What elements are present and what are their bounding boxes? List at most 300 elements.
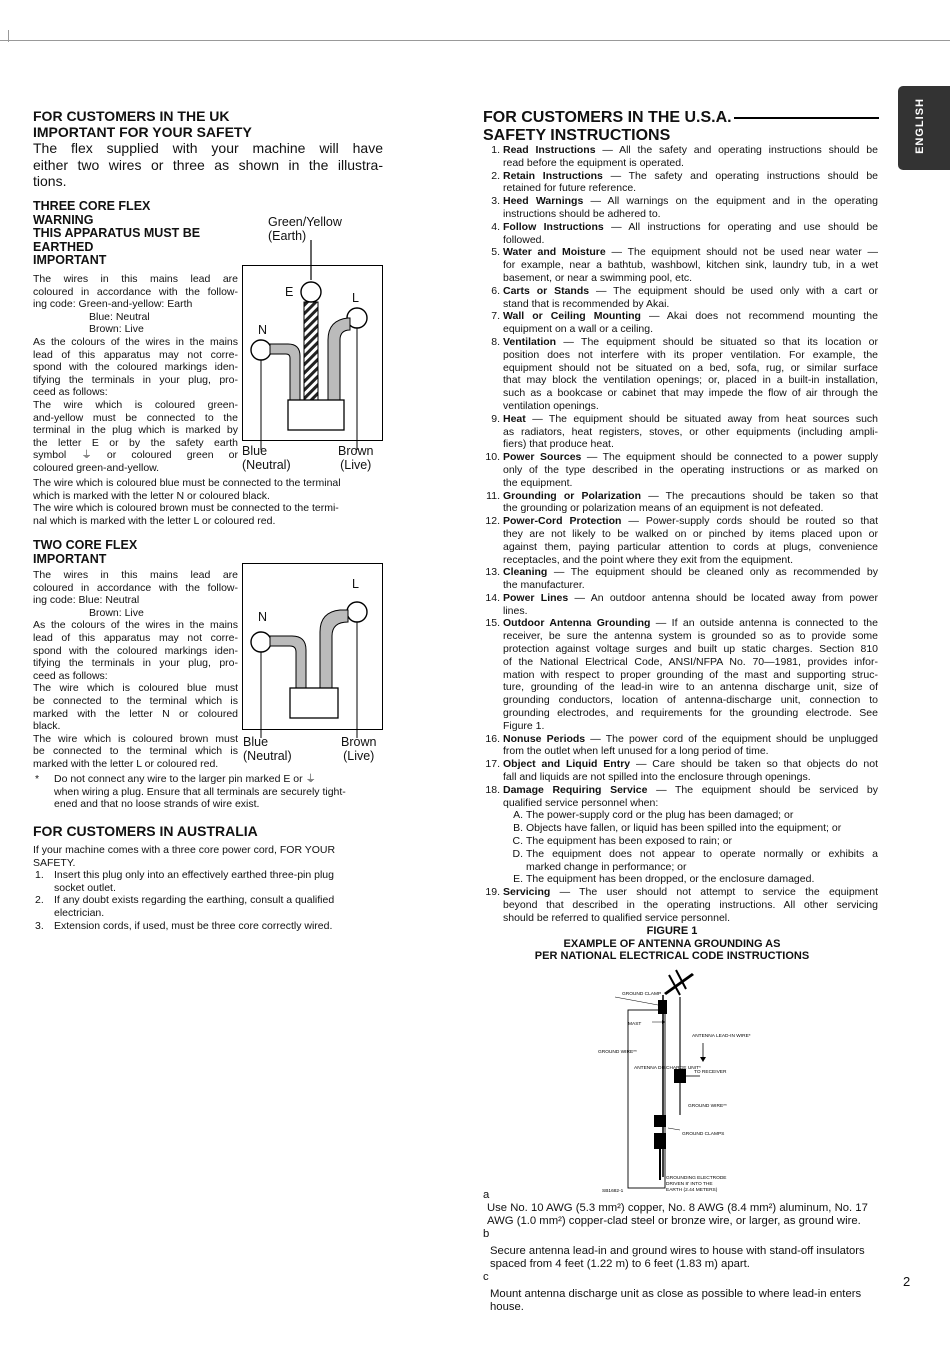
- brown-wire-label-2: [341, 736, 376, 763]
- list-item: [33, 920, 378, 933]
- list-item: [483, 310, 878, 336]
- text-line: receptacles, and the point where they exit from the equipment.: [503, 553, 794, 566]
- antenna-grounding-diagram: [590, 965, 780, 1200]
- list-item: [483, 490, 878, 516]
- item-text: — The user should not attempt to service the equipment: [559, 886, 878, 899]
- list-item: [483, 848, 878, 874]
- text-line: The wire which is coloured brown must be connected to the termi-: [33, 502, 339, 515]
- uk-intro: [33, 140, 383, 190]
- note-asterisk: *: [35, 773, 40, 785]
- text-line: which is marked with the letter N or coloured black.: [33, 489, 270, 502]
- text-line: position does not interfere with its proper ventilation. For example, the: [503, 348, 878, 361]
- list-item: [483, 822, 878, 835]
- neutral-label: (Neutral): [242, 457, 291, 472]
- text-line: ened and that no loose strands of wire exist.: [54, 798, 260, 811]
- item-text: — The equipment should be situated so that its location or: [563, 335, 878, 348]
- terminal-l-label-2: L: [352, 577, 359, 591]
- neutral-terminal: [251, 340, 271, 360]
- item-heading: Damage Requiring Service: [503, 783, 648, 796]
- item-heading: Nonuse Periods: [503, 732, 586, 745]
- item-heading: Heat: [503, 412, 526, 425]
- text-line: marked with the letter N or coloured: [33, 707, 238, 720]
- item-number: C.: [512, 835, 523, 848]
- antenna-lead-label: ANTENNA LEAD-IN WIRE*: [692, 1034, 751, 1039]
- item-number: 16.: [485, 732, 500, 745]
- item-heading: Power Lines: [503, 591, 569, 604]
- electrode-label: GROUNDING ELECTRODE: [666, 1176, 727, 1181]
- note-key: b: [483, 1228, 490, 1240]
- item-heading: Carts or Stands: [503, 284, 590, 297]
- header-rule: [0, 40, 950, 41]
- text-line: equipment should not be situated on a bed, sofa, rug, or similar surface: [503, 361, 878, 374]
- text-line: Use No. 10 AWG (5.3 mm²) copper, No. 8 AWG (8.4 mm²) aluminum, No. 17: [487, 1202, 868, 1214]
- neutral-wire: [270, 636, 306, 688]
- blue-wire-label-2: [243, 736, 292, 763]
- text-line: Do not connect any wire to the larger pin marked E or ⏚: [54, 773, 317, 785]
- item-heading: Retain Instructions: [503, 169, 603, 182]
- item-number: D.: [512, 847, 523, 860]
- text-line: from the outlet when left unused for a long period of time.: [503, 745, 769, 758]
- discharge-unit-label: ANTENNA DISCHARGE UNIT*: [634, 1066, 701, 1071]
- text-line: Extension cords, if used, must be three core correctly wired.: [54, 919, 333, 932]
- text-line: mation with respect to proper grounding of the mast and supporting struc-: [503, 668, 878, 681]
- text-line: [503, 886, 878, 899]
- ground-clamps-label: GROUND CLAMPS: [682, 1132, 725, 1137]
- figure-notes: [483, 1189, 883, 1314]
- title-rule: [734, 117, 879, 119]
- ground-clamp: [654, 1133, 666, 1149]
- text-line: [503, 566, 878, 579]
- live-terminal: [347, 602, 367, 622]
- to-receiver-label: TO RECEIVER: [694, 1070, 727, 1075]
- text-line: The wire which is coloured blue must be connected to the terminal: [33, 477, 341, 489]
- text-line: [503, 617, 878, 630]
- earth-wire: [304, 302, 318, 400]
- list-item: [483, 784, 878, 810]
- usa-header: [483, 109, 883, 145]
- ground-wire-label-2: GROUND WIRE**: [688, 1104, 727, 1109]
- terminal-n-label: N: [258, 323, 268, 337]
- blue-label: Blue: [243, 735, 269, 749]
- item-heading: Object and Liquid Entry: [503, 758, 631, 771]
- important-label-2: IMPORTANT: [33, 551, 107, 566]
- item-heading: Grounding or Polarization: [503, 489, 642, 502]
- terminal-e-label: E: [285, 285, 294, 299]
- text-line: Insert this plug only into an effectively earthed three-pin plug: [54, 869, 334, 882]
- green-yellow-label: Green/Yellow: [268, 215, 342, 229]
- text-line: for example, near a bathtub, washbowl, kitchen sink, laundry tub, in a wet: [503, 259, 878, 272]
- brown-label: Brown: [338, 444, 374, 458]
- text-line: against them, paying particular attention to cords at plugs, convenience: [503, 540, 878, 553]
- list-item: [483, 592, 878, 618]
- text-line: coloured in accordance with the follow-: [33, 285, 238, 298]
- uk-intro-line: The flex supplied with your machine will have: [33, 140, 383, 156]
- two-core-headings: [33, 539, 233, 566]
- note-b: [483, 1228, 883, 1271]
- text-line: lead of this apparatus may not corre-: [33, 348, 238, 361]
- text-line: tifying the terminals in your plug, pro-: [33, 657, 238, 670]
- text-line: The wire which is coloured brown must: [33, 732, 238, 745]
- item-number: 19.: [485, 886, 500, 899]
- list-item: [483, 451, 878, 489]
- text-line: spond with the coloured markings iden-: [33, 361, 238, 374]
- item-text: — An outdoor antenna should be located away from power: [574, 591, 878, 604]
- text-line: [503, 758, 878, 771]
- item-text: — The equipment should not be used near water —: [611, 246, 878, 259]
- item-text: — All warnings on the equipment and in the operating: [590, 195, 878, 208]
- text-line: stand that is recommended by Akai.: [503, 297, 670, 310]
- brown-wire-label: [338, 445, 373, 472]
- discharge-unit: [674, 1069, 686, 1083]
- item-text: — The precautions should be taken so that: [648, 489, 879, 502]
- text-line: fall and liquids are not spilled into the enclosure through openings.: [503, 771, 811, 784]
- text-line: lead of this apparatus may not corre-: [33, 631, 238, 644]
- text-line: [503, 733, 878, 746]
- text-line: ture, grounding of the lead-in wire to an antenna discharge unit, size of: [503, 681, 878, 694]
- text-line: the manufacturer.: [503, 579, 585, 592]
- text-line: [503, 336, 878, 349]
- warning-label: WARNING: [33, 212, 94, 227]
- item-number: 3.: [35, 919, 44, 932]
- item-number: 2.: [35, 894, 44, 907]
- text-line: [503, 784, 878, 797]
- uk-subtitle: IMPORTANT FOR YOUR SAFETY: [33, 124, 252, 140]
- language-tab: [898, 86, 950, 170]
- text-line: socket outlet.: [54, 881, 116, 894]
- text-line: Objects have fallen, or liquid has been spilled into the equipment; or: [526, 822, 842, 835]
- item-heading: Follow Instructions: [503, 220, 604, 233]
- item-number: 12.: [485, 515, 500, 528]
- page-number: 2: [903, 1274, 911, 1289]
- item-number: 1.: [35, 869, 44, 882]
- item-heading: Ventilation: [503, 335, 557, 348]
- list-item: [483, 144, 878, 170]
- item-text: — If an outside antenna is connected to the: [655, 617, 878, 630]
- neutral-wire: [270, 344, 300, 400]
- list-item: [483, 336, 878, 413]
- live-wire: [320, 610, 348, 688]
- ground-clamp: [654, 1115, 666, 1127]
- australia-title: FOR CUSTOMERS IN AUSTRALIA: [33, 823, 258, 839]
- text-line: retained for future reference.: [503, 182, 637, 195]
- item-text: — The equipment should be situated away from heat sources such: [532, 412, 879, 425]
- text-line: The wire which is coloured blue must: [33, 682, 238, 695]
- text-line: As the colours of the wires in the mains: [33, 619, 238, 632]
- text-line: [503, 170, 878, 183]
- list-item: [483, 886, 878, 924]
- ground-wire-label: GROUND WIRE**: [598, 1050, 637, 1055]
- item-heading: Heed Warnings: [503, 195, 584, 208]
- text-line: Mount antenna discharge unit as close as possible to where lead-in enters: [490, 1288, 862, 1300]
- text-line: Brown: Live: [89, 606, 144, 619]
- text-line: The wires in this mains lead are: [33, 569, 238, 581]
- usa-instructions-list: [483, 144, 878, 925]
- item-text: — The equipment should be connected to a power supply: [586, 451, 878, 464]
- brown-label: Brown: [341, 735, 377, 749]
- item-heading: Power-Cord Protection: [503, 515, 622, 528]
- list-item: [483, 413, 878, 451]
- item-heading: Read Instructions: [503, 144, 596, 156]
- ground-clamp-label: GROUND CLAMP: [622, 992, 662, 997]
- text-line: the grounding or polarization means of an equipment is not defeated.: [503, 502, 824, 515]
- list-item: [483, 835, 878, 848]
- text-line: grounding conductors, location of antenna-discharge unit, connection to: [503, 694, 878, 707]
- neutral-label: (Neutral): [243, 748, 292, 763]
- text-line: spond with the coloured markings iden-: [33, 644, 238, 657]
- text-line: symbol ⏚ or coloured green or: [33, 449, 238, 462]
- electrode-label-3: EARTH (2.44 METERS): [666, 1188, 718, 1193]
- figure-title: EXAMPLE OF ANTENNA GROUNDING AS: [563, 937, 781, 950]
- note-key: a: [483, 1189, 490, 1201]
- text-line: ceed as follows:: [33, 386, 108, 399]
- neutral-terminal: [251, 632, 271, 652]
- blue-wire-label: [242, 445, 291, 472]
- text-line: Secure antenna lead-in and ground wires to house with stand-off insulators: [490, 1245, 865, 1257]
- note-key: c: [483, 1271, 489, 1283]
- three-core-headings: [33, 200, 273, 268]
- text-line: The equipment does not appear to operate normally or exhibits a: [526, 847, 878, 860]
- list-item: [483, 809, 878, 822]
- text-line: coloured green-and-yellow.: [33, 461, 160, 474]
- item-number: 1.: [491, 144, 500, 156]
- item-number: 3.: [491, 195, 500, 208]
- live-label: (Live): [343, 748, 375, 763]
- item-number: 9.: [491, 412, 500, 425]
- earth-wire-label: [268, 216, 342, 243]
- wiring-note: [33, 773, 378, 811]
- text-line: when wiring a plug. Ensure that all terminals are securely tight-: [54, 785, 346, 798]
- item-heading: Outdoor Antenna Grounding: [503, 617, 651, 630]
- list-item: [483, 285, 878, 311]
- text-line: [503, 285, 878, 298]
- list-item: [483, 246, 878, 284]
- cable-sheath: [290, 688, 338, 718]
- text-line: protection against voltage surges and built up static charges. Section 810: [503, 643, 878, 656]
- item-number: 6.: [491, 284, 500, 297]
- text-line: ing code: Green-and-yellow: Earth: [33, 298, 193, 311]
- item-text: — All the safety and operating instructions should be: [602, 144, 878, 156]
- item-number: B.: [513, 822, 523, 835]
- text-line: AWG (1.0 mm²) copper-clad steel or bronze wire, or larger, as ground wire.: [487, 1215, 861, 1227]
- text-line: electrician.: [54, 906, 105, 919]
- two-core-text: [33, 569, 238, 771]
- list-item: [483, 733, 878, 759]
- three-core-full-text: [33, 477, 373, 527]
- text-line: ceed as follows:: [33, 669, 108, 682]
- text-line: As the colours of the wires in the mains: [33, 335, 238, 348]
- text-line: be connected to the terminal which is: [33, 745, 238, 758]
- earth-label: (Earth): [268, 228, 307, 243]
- item-heading: Power Sources: [503, 451, 582, 464]
- item-text: — Power-supply cords should be routed so that: [628, 515, 879, 528]
- text-line: The wires in this mains lead are: [33, 273, 238, 285]
- text-line: tifying the terminals in your plug, pro-: [33, 373, 238, 386]
- text-line: lines.: [503, 604, 528, 617]
- item-number: 14.: [485, 591, 500, 604]
- text-line: ing code: Blue: Neutral: [33, 594, 140, 607]
- text-line: the letter E or by the safety earth: [33, 436, 238, 449]
- text-line: [503, 490, 878, 503]
- text-line: Brown: Live: [89, 323, 144, 336]
- figure-caption: [483, 925, 861, 963]
- figure-title-2: PER NATIONAL ELECTRICAL CODE INSTRUCTIONS: [534, 950, 810, 962]
- australia-section: [33, 823, 378, 932]
- item-number: 13.: [485, 566, 500, 579]
- usa-title: [483, 109, 883, 127]
- text-line: spaced from 4 feet (1.22 m) to 6 feet (1.83 m) apart.: [490, 1258, 750, 1270]
- item-text: — The equipment should be used only with a cart or: [595, 284, 879, 297]
- earth-terminal: [301, 282, 321, 302]
- terminal-n-label-2: N: [258, 610, 268, 624]
- item-number: 5.: [491, 246, 500, 259]
- item-text: — The power cord of the equipment should be unplugged: [590, 732, 878, 745]
- text-line: followed.: [503, 233, 545, 246]
- text-line: equipment on a wall or a ceiling.: [503, 323, 654, 336]
- two-core-wiring-svg: [240, 560, 390, 740]
- text-line: [503, 144, 878, 157]
- text-line: marked change in performance; or: [526, 860, 687, 873]
- item-number: 7.: [491, 310, 500, 323]
- list-item: [483, 617, 878, 732]
- blue-label: Blue: [242, 444, 268, 458]
- text-line: SAFETY.: [33, 856, 76, 869]
- text-line: coloured in accordance with the follow-: [33, 581, 238, 594]
- item-text: — The equipment should be serviced by: [656, 783, 879, 796]
- terminal-l-label: L: [352, 291, 359, 305]
- earthed-warning-2: EARTHED: [33, 239, 94, 254]
- figure-code: SB1682-1: [602, 1189, 624, 1194]
- item-heading: Wall or Ceiling Mounting: [503, 310, 641, 323]
- list-item: [483, 515, 878, 566]
- item-number: 11.: [486, 489, 500, 502]
- item-number: 2.: [491, 169, 500, 182]
- text-line: house.: [490, 1301, 524, 1313]
- text-line: be connected to the terminal which is: [33, 694, 238, 707]
- safety-instructions-title: SAFETY INSTRUCTIONS: [483, 127, 671, 144]
- item-number: 17.: [485, 758, 500, 771]
- list-item: [483, 195, 878, 221]
- text-line: read before the equipment is operated.: [503, 156, 684, 169]
- text-line: [503, 195, 878, 208]
- item-number: A.: [513, 809, 523, 822]
- text-line: qualified service personnel when:: [503, 796, 659, 809]
- text-line: [503, 451, 878, 464]
- list-item: [483, 566, 878, 592]
- text-line: such as a bookcase or cabinet that may impede the flow of air through the: [503, 387, 878, 400]
- item-text: — The safety and operating instructions should be: [610, 169, 878, 182]
- ground-clamp-top: [658, 1000, 667, 1014]
- text-line: should be referred to qualified service personnel.: [503, 911, 731, 924]
- text-line: [503, 413, 878, 426]
- figure-number: FIGURE 1: [646, 925, 698, 937]
- text-line: The equipment has been exposed to rain; or: [526, 835, 733, 848]
- australia-list: [33, 869, 378, 932]
- text-line: The wire which is coloured green-: [33, 398, 238, 411]
- uk-intro-line: either two wires or three as shown in the illustra-: [33, 156, 383, 173]
- item-number: 4.: [491, 220, 500, 233]
- list-item: [483, 873, 878, 886]
- text-line: The equipment has been dropped, or the enclosure damaged.: [526, 873, 815, 886]
- list-item: [483, 758, 878, 784]
- text-line: [503, 221, 878, 234]
- text-line: and-yellow must be connected to the: [33, 411, 238, 424]
- text-line: The power-supply cord or the plug has been damaged; or: [526, 809, 794, 822]
- item-text: — All instructions for operating and use should be: [611, 220, 878, 233]
- list-item: [483, 221, 878, 247]
- text-line: basement, or near a swimming pool, etc.: [503, 271, 693, 284]
- cable-sheath: [288, 400, 344, 430]
- list-item: [33, 869, 378, 894]
- text-line: the equipment.: [503, 476, 573, 489]
- text-line: they are not likely to be walked on or pinched by items placed upon or: [503, 527, 878, 540]
- item-number: E.: [513, 873, 523, 886]
- item-heading: Servicing: [503, 886, 551, 899]
- item-number: 10.: [485, 451, 500, 464]
- text-line: Blue: Neutral: [89, 310, 150, 323]
- two-core-title: TWO CORE FLEX: [33, 538, 138, 552]
- electrode-label-2: DRIVEN 8' INTO THE: [666, 1182, 713, 1187]
- text-line: marked with the letter L or coloured red.: [33, 757, 219, 770]
- item-heading: Water and Moisture: [503, 246, 606, 259]
- important-label: IMPORTANT: [33, 253, 107, 267]
- text-line: only of the type described in the operating instructions or as marked on: [503, 463, 878, 476]
- corner-mark: [8, 30, 9, 42]
- text-line: beyond that described in the operating instructions. All other servicing: [503, 899, 878, 912]
- earthed-warning: THIS APPARATUS MUST BE: [33, 226, 201, 240]
- text-line: that may block the ventilation openings; or, placed in a built-in installation,: [503, 374, 878, 387]
- three-core-text: [33, 273, 238, 475]
- item-number: 15.: [485, 617, 500, 630]
- item-text: — Care should be taken so that objects do not: [635, 758, 879, 771]
- three-core-title: THREE CORE FLEX: [33, 199, 151, 213]
- uk-section: [33, 108, 383, 190]
- note-a: [483, 1189, 883, 1228]
- item-heading: Cleaning: [503, 566, 548, 579]
- text-line: nal which is marked with the letter L or coloured red.: [33, 514, 276, 527]
- text-line: receiver, be sure the antenna system is grounded so as to provide some: [503, 630, 878, 643]
- text-line: black.: [33, 720, 61, 733]
- usa-title-text: FOR CUSTOMERS IN THE U.S.A.: [483, 109, 732, 126]
- australia-intro: [33, 844, 378, 869]
- item-text: — Akai does not recommend mounting the: [648, 310, 878, 323]
- text-line: [503, 310, 878, 323]
- uk-title: FOR CUSTOMERS IN THE UK: [33, 108, 230, 124]
- item-number: 18.: [485, 783, 500, 796]
- text-line: instructions should be adhered to.: [503, 207, 661, 220]
- text-line: Figure 1.: [503, 719, 545, 732]
- item-text: — The equipment should be cleaned only as recommended by: [553, 566, 878, 579]
- text-line: [503, 515, 878, 528]
- text-line: fiers) that produce heat.: [503, 438, 614, 451]
- list-item: [33, 894, 378, 919]
- list-item: [483, 170, 878, 196]
- live-label: (Live): [340, 457, 372, 472]
- three-core-wiring-svg: [240, 240, 390, 470]
- text-line: If your machine comes with a three core power cord, FOR YOUR: [33, 844, 336, 856]
- text-line: as radiators, heat registers, stoves, or other equipments (including ampli-: [503, 425, 878, 438]
- text-line: terminal in the plug which is marked by: [33, 424, 238, 437]
- text-line: If any doubt exists regarding the earthing, consult a qualified: [54, 894, 335, 907]
- text-line: [503, 246, 878, 259]
- item-number: 8.: [491, 335, 500, 348]
- note-c: [483, 1271, 883, 1314]
- mast-label: MAST: [628, 1022, 642, 1027]
- language-tab-label: ENGLISH: [914, 98, 926, 154]
- text-line: [503, 592, 878, 605]
- text-line: of the National Electrical Code, ANSI/NFPA No. 70—1981, provides infor-: [503, 655, 878, 668]
- text-line: grounding electrodes, and requirements for the grounding electrode. See: [503, 707, 878, 720]
- live-wire: [328, 318, 350, 400]
